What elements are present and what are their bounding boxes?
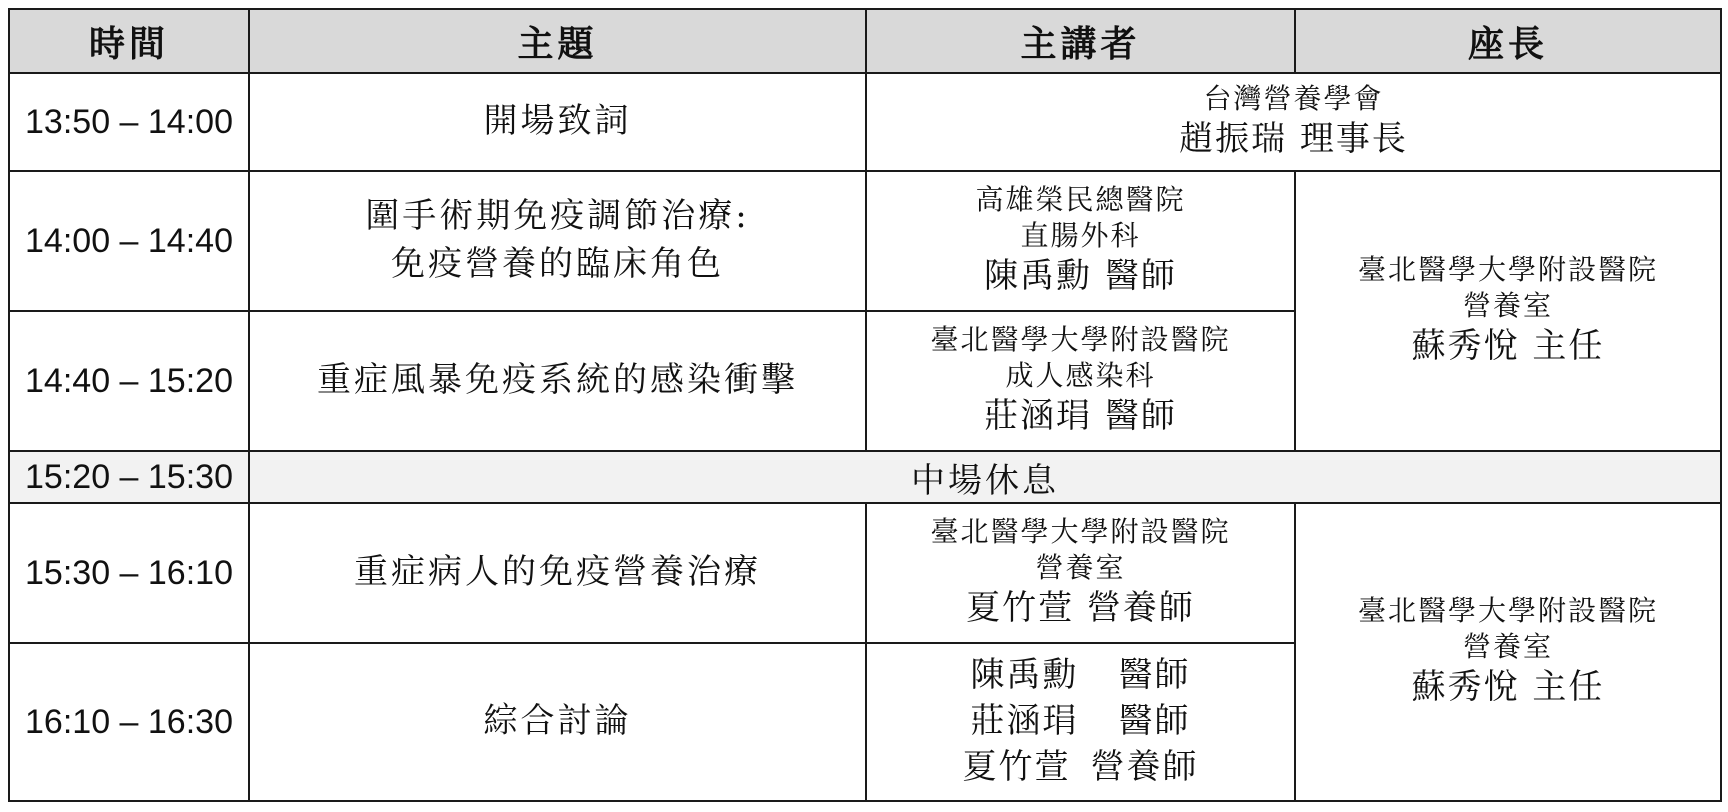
topic-line: 綜合討論 xyxy=(483,701,632,742)
topic-line: 開場致詞 xyxy=(483,101,632,142)
speaker-org: 高雄榮民總醫院 xyxy=(975,182,1186,216)
break-row xyxy=(9,451,1721,503)
time-cell: 14:00 – 14:40 xyxy=(9,171,249,311)
header-topic: 主題 xyxy=(249,9,866,73)
panel-member-title: 營養師 xyxy=(1090,746,1199,787)
panel-member-name: 莊涵琄 xyxy=(970,701,1079,742)
table-row xyxy=(9,171,1721,311)
speaker-dept: 營養室 xyxy=(1035,551,1126,585)
header-speaker: 主講者 xyxy=(866,9,1295,73)
topic-cell xyxy=(249,643,866,801)
speaker-cell xyxy=(866,171,1295,311)
speaker-org: 台灣營養學會 xyxy=(1203,81,1384,115)
topic-cell xyxy=(249,503,866,643)
panel-member xyxy=(867,699,1294,745)
chair-dept: 營養室 xyxy=(1462,630,1553,664)
topic-cell xyxy=(249,171,866,311)
topic-cell xyxy=(249,311,866,451)
panel-member xyxy=(867,745,1294,791)
speaker-cell xyxy=(866,311,1295,451)
schedule-table xyxy=(8,8,1722,802)
chair-cell xyxy=(1295,171,1721,451)
topic-cell xyxy=(249,73,866,171)
speaker-org: 臺北醫學大學附設醫院 xyxy=(930,514,1231,548)
break-label: 中場休息 xyxy=(249,451,1721,503)
topic-line: 免疫營養的臨床角色 xyxy=(391,244,724,284)
speaker-org: 臺北醫學大學附設醫院 xyxy=(930,322,1231,356)
speaker-name: 莊涵琄 醫師 xyxy=(984,396,1177,437)
opening-speaker-cell xyxy=(866,73,1721,171)
panel-member xyxy=(867,653,1294,699)
schedule-wrapper xyxy=(8,8,1722,802)
chair-cell xyxy=(1295,503,1721,801)
speaker-dept: 直腸外科 xyxy=(1020,219,1141,253)
table-row xyxy=(9,503,1721,643)
time-cell: 14:40 – 15:20 xyxy=(9,311,249,451)
speaker-name: 陳禹勳 醫師 xyxy=(984,256,1177,297)
panel-member-title: 醫師 xyxy=(1118,701,1191,742)
chair-org: 臺北醫學大學附設醫院 xyxy=(1357,593,1658,627)
speaker-name: 趙振瑞 理事長 xyxy=(1179,119,1408,160)
panel-member-name: 陳禹勳 xyxy=(970,655,1079,696)
panel-member-name: 夏竹萱 xyxy=(962,746,1071,787)
topic-line: 重症病人的免疫營養治療 xyxy=(354,552,761,593)
header-time: 時間 xyxy=(9,9,249,73)
header-chair: 座長 xyxy=(1295,9,1721,73)
chair-name: 蘇秀悅 主任 xyxy=(1411,667,1605,708)
time-cell: 16:10 – 16:30 xyxy=(9,643,249,801)
topic-line: 圍手術期免疫調節治療: xyxy=(365,196,750,237)
topic-line: 重症風暴免疫系統的感染衝擊 xyxy=(317,360,798,401)
speaker-dept: 成人感染科 xyxy=(1005,359,1156,393)
header-row xyxy=(9,9,1721,73)
speaker-cell xyxy=(866,503,1295,643)
chair-org: 臺北醫學大學附設醫院 xyxy=(1357,252,1658,286)
time-cell: 15:20 – 15:30 xyxy=(9,451,249,503)
time-cell: 15:30 – 16:10 xyxy=(9,503,249,643)
chair-dept: 營養室 xyxy=(1462,289,1553,323)
panel-cell xyxy=(866,643,1295,801)
time-cell: 13:50 – 14:00 xyxy=(9,73,249,171)
speaker-name: 夏竹萱 營養師 xyxy=(966,588,1195,629)
chair-name: 蘇秀悅 主任 xyxy=(1411,326,1605,367)
panel-member-title: 醫師 xyxy=(1118,655,1191,696)
table-row xyxy=(9,73,1721,171)
